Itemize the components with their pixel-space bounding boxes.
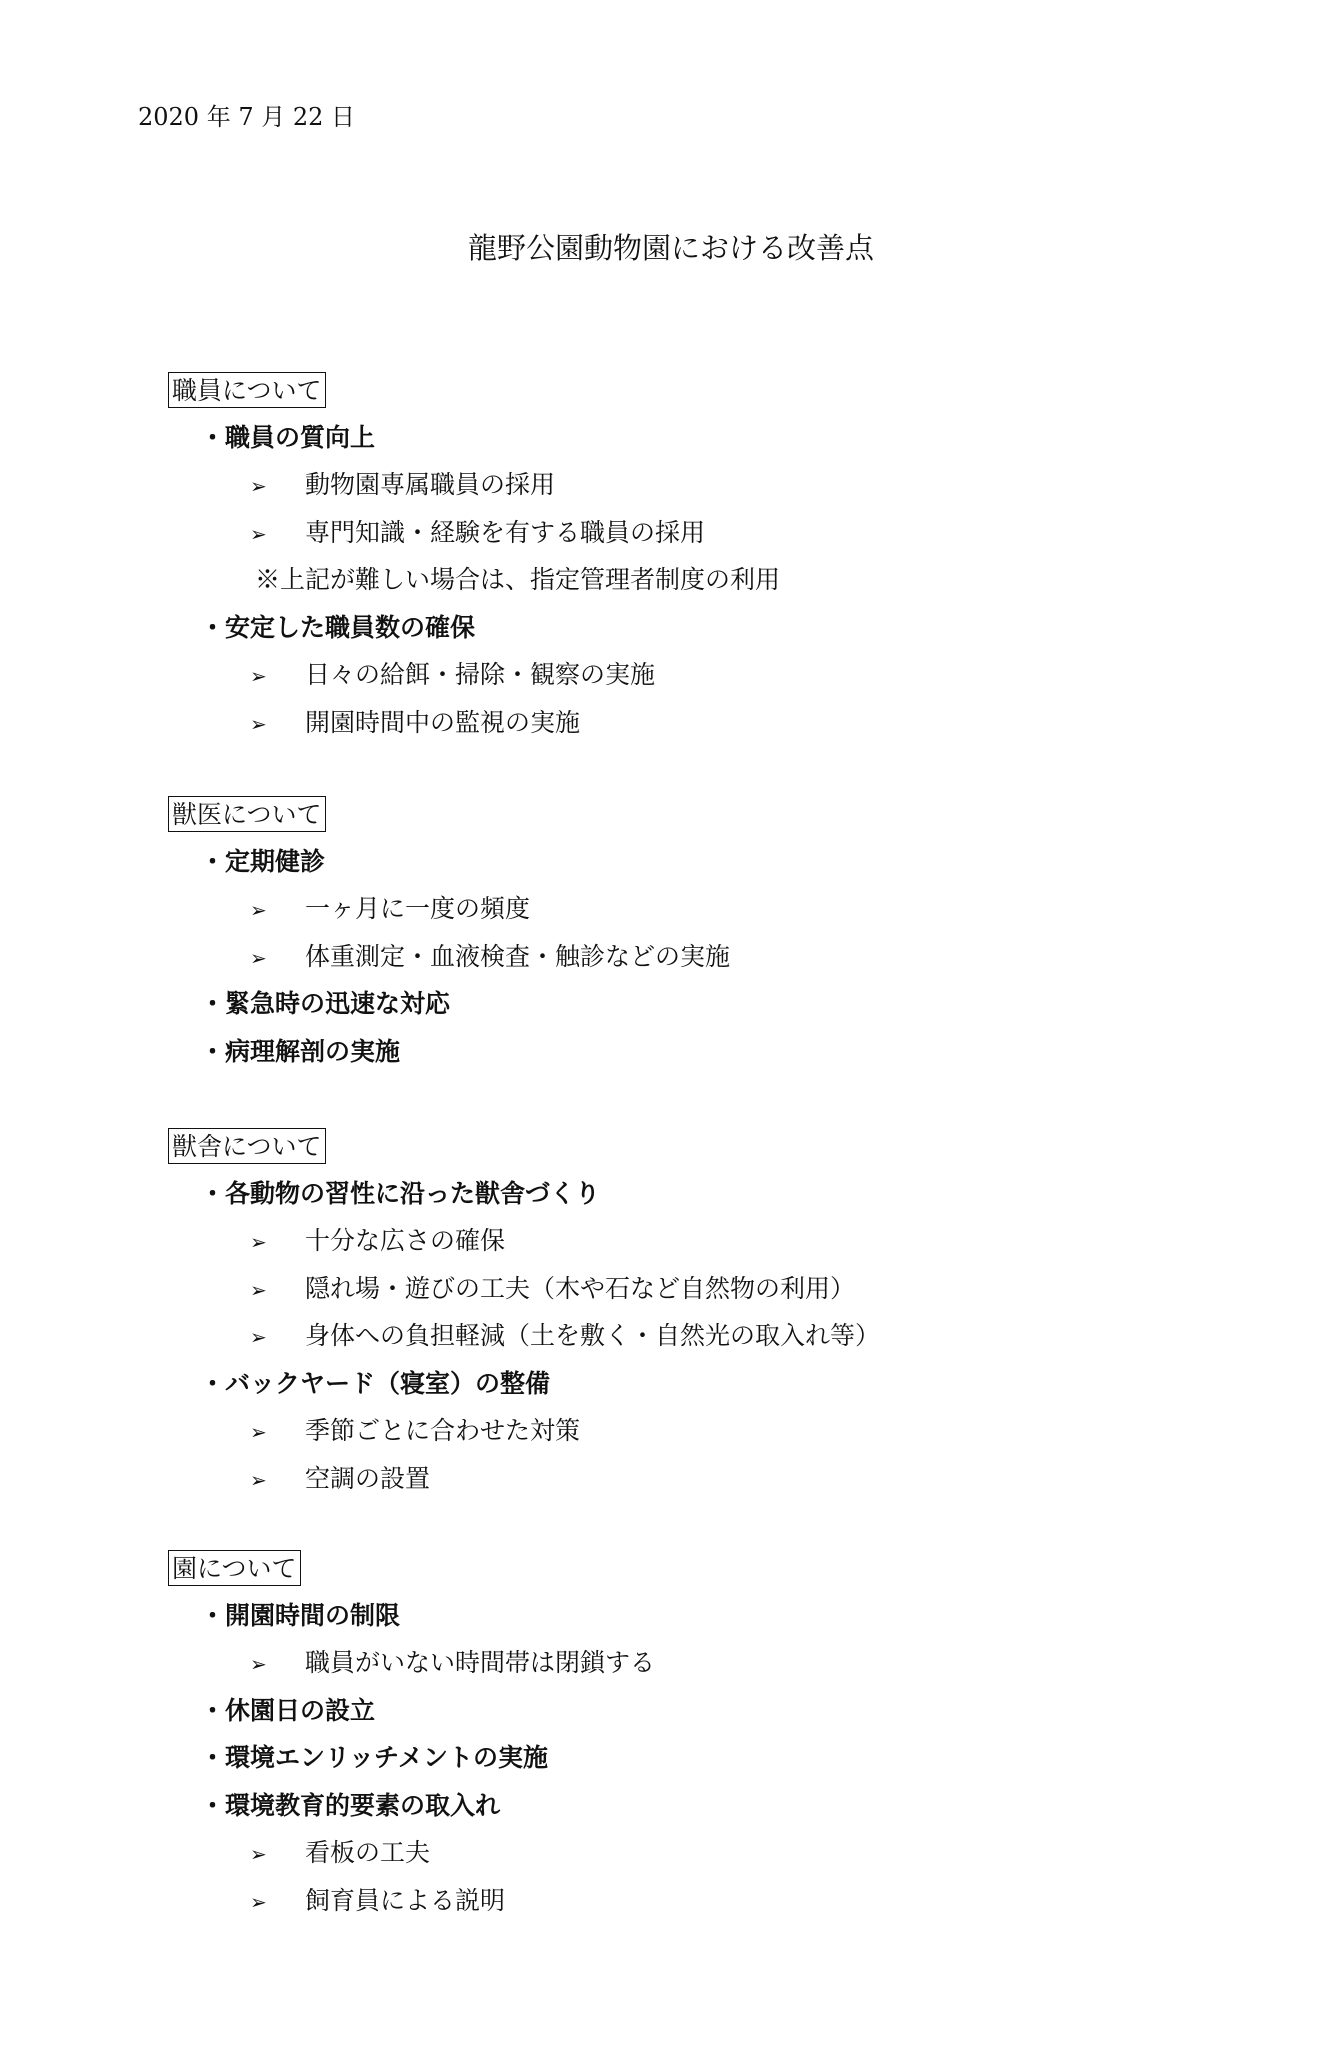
arrow-bullet-icon: ➢	[250, 1420, 267, 1444]
sub-item	[250, 1835, 430, 1872]
bullet-text: 環境教育的要素の取入れ	[225, 1790, 501, 1820]
bullet-item	[200, 1176, 600, 1212]
arrow-bullet-icon: ➢	[250, 1467, 267, 1492]
bullet-glyph: ・	[200, 989, 226, 1018]
bullet-glyph: ・	[200, 612, 226, 642]
bullet-text: 病理解剖の実施	[225, 1036, 401, 1066]
sub-item	[250, 939, 730, 976]
arrow-bullet-icon: ➢	[250, 474, 267, 498]
sub-item-text: 専門知識・経験を有する職員の採用	[305, 517, 706, 547]
bullet-glyph: ・	[200, 1368, 226, 1398]
sub-item	[250, 1461, 430, 1498]
bullet-text: 開園時間の制限	[225, 1600, 401, 1630]
arrow-bullet-icon: ➢	[250, 1277, 267, 1302]
bullet-glyph: ・	[200, 1036, 226, 1066]
sub-item-text: 開園時間中の監視の実施	[305, 707, 581, 737]
sub-item-text: 職員がいない時間帯は閉鎖する	[305, 1648, 656, 1677]
bullet-item	[200, 420, 375, 456]
bullet-text: 安定した職員数の確保	[225, 612, 476, 642]
sub-item-text: 空調の設置	[305, 1463, 431, 1493]
bullet-item	[200, 1598, 400, 1634]
bullet-item	[200, 1740, 548, 1776]
sub-item	[250, 467, 555, 504]
sub-item	[250, 1223, 505, 1260]
sub-item-text: 季節ごとに合わせた対策	[305, 1416, 581, 1445]
arrow-bullet-icon: ➢	[250, 1652, 267, 1676]
bullet-item	[200, 1366, 550, 1402]
bullet-glyph: ・	[200, 1600, 226, 1630]
sub-item-text: 飼育員による説明	[305, 1885, 506, 1915]
arrow-bullet-icon: ➢	[250, 711, 267, 736]
bullet-text: 定期健診	[225, 846, 326, 876]
sub-item-text: 看板の工夫	[305, 1838, 431, 1867]
sub-item-text: 十分な広さの確保	[305, 1226, 506, 1255]
section-heading: 園について	[168, 1550, 301, 1586]
bullet-glyph: ・	[200, 846, 226, 876]
arrow-bullet-icon: ➢	[250, 664, 267, 688]
arrow-bullet-icon: ➢	[250, 1230, 267, 1254]
bullet-item	[200, 844, 325, 880]
sub-item-text: 動物園専属職員の採用	[305, 470, 556, 499]
sub-item	[250, 1645, 655, 1682]
sub-item	[250, 1318, 880, 1355]
bullet-glyph: ・	[200, 1790, 226, 1820]
section-heading: 獣医について	[168, 796, 326, 832]
arrow-bullet-icon: ➢	[250, 521, 267, 546]
sub-item	[250, 515, 705, 552]
bullet-glyph: ・	[200, 1695, 226, 1725]
section-heading: 職員について	[168, 372, 326, 408]
sub-item-text: 体重測定・血液検査・触診などの実施	[305, 941, 731, 971]
bullet-text: バックヤード（寝室）の整備	[225, 1368, 551, 1398]
bullet-item	[200, 986, 450, 1022]
bullet-glyph: ・	[200, 1743, 226, 1772]
sub-item	[250, 891, 530, 928]
bullet-text: 緊急時の迅速な対応	[225, 989, 451, 1018]
section-heading: 獣舎について	[168, 1128, 326, 1164]
note-text: ※上記が難しい場合は、指定管理者制度の利用	[255, 565, 781, 594]
sub-item-text: 日々の給餌・掃除・観察の実施	[305, 660, 656, 689]
sub-item	[250, 1883, 505, 1920]
document-title: 龍野公園動物園における改善点	[467, 231, 874, 265]
sub-item-text: 隠れ場・遊びの工夫（木や石など自然物の利用）	[305, 1273, 856, 1303]
arrow-bullet-icon: ➢	[250, 945, 267, 970]
sub-item	[250, 657, 655, 694]
bullet-item	[200, 610, 475, 646]
bullet-text: 休園日の設立	[225, 1695, 376, 1725]
document-date: 2020 年 7 月 22 日	[138, 103, 356, 131]
bullet-text: 職員の質向上	[225, 422, 376, 452]
bullet-glyph: ・	[200, 1178, 226, 1208]
bullet-text: 環境エンリッチメントの実施	[225, 1743, 549, 1772]
arrow-bullet-icon: ➢	[250, 898, 267, 922]
sub-item	[250, 705, 580, 742]
sub-item	[250, 1271, 855, 1308]
bullet-item	[200, 1788, 500, 1824]
bullet-item	[200, 1034, 400, 1070]
bullet-glyph: ・	[200, 422, 226, 452]
arrow-bullet-icon: ➢	[250, 1325, 267, 1349]
arrow-bullet-icon: ➢	[250, 1889, 267, 1914]
sub-item-text: 一ヶ月に一度の頻度	[305, 894, 531, 923]
bullet-text: 各動物の習性に沿った獣舎づくり	[225, 1178, 601, 1208]
sub-item	[250, 1413, 580, 1450]
arrow-bullet-icon: ➢	[250, 1842, 267, 1866]
sub-item-text: 身体への負担軽減（土を敷く・自然光の取入れ等）	[305, 1321, 881, 1350]
bullet-item	[200, 1693, 375, 1729]
